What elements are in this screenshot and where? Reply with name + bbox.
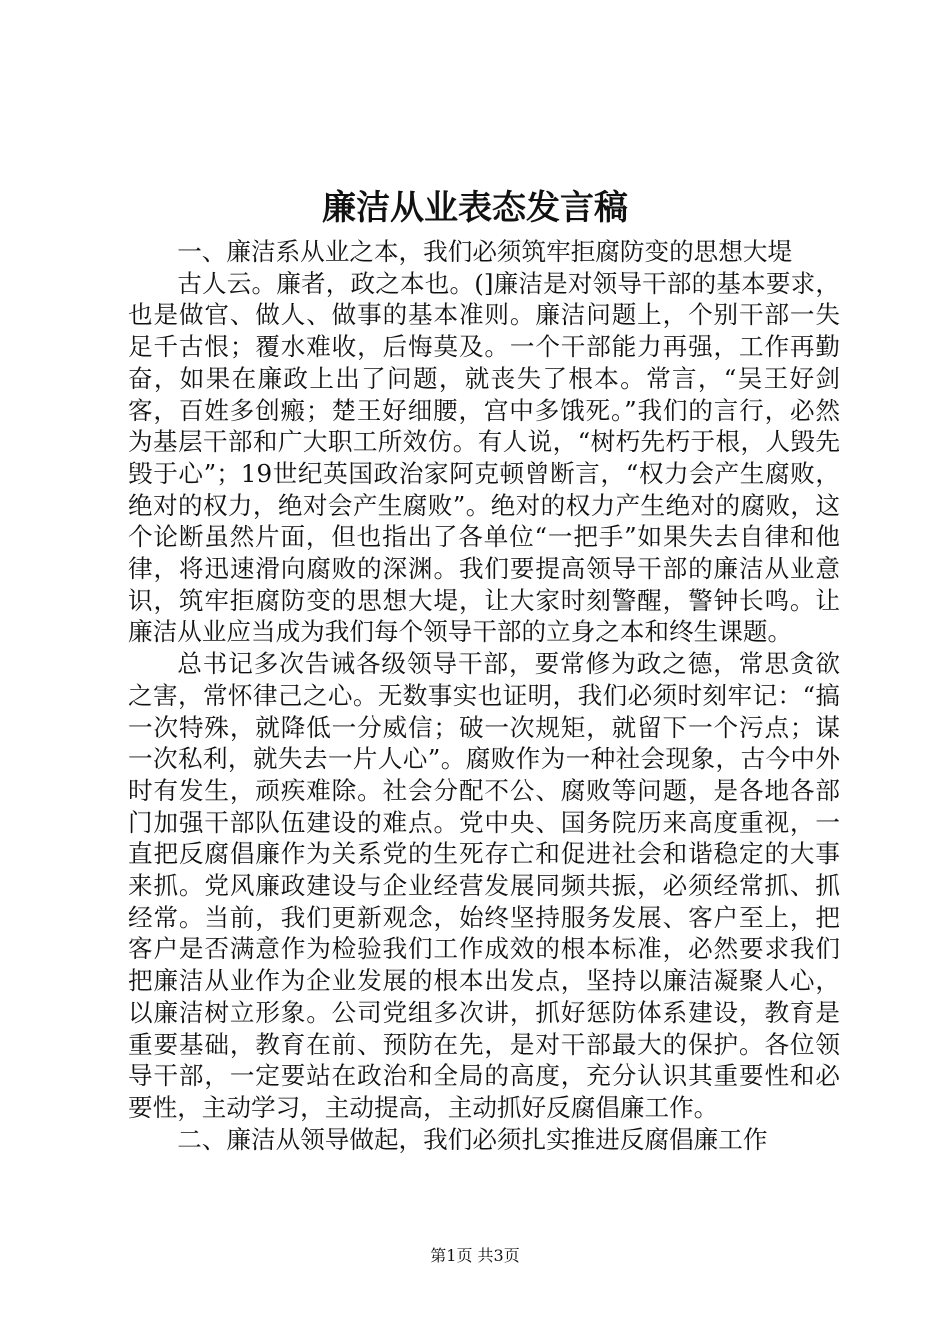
- document-body: [128, 236, 840, 1155]
- section-heading-2: 二、廉洁从领导做起，我们必须扎实推进反腐倡廉工作: [177, 1124, 768, 1154]
- paragraph-2: 总书记多次告诫各级领导干部，要常修为政之德，常思贪欲之害，常怀律己之心。无数事实也证明，我们必须时刻牢记：“搞一次特殊，就降低一分威信；破一次规矩，就留下一个污点；谋一次私利，就失去一片人心”。腐败作为一种社会现象，古今中外时有发生，顽疾难除。社会分配不公、腐败等问题，是各地各部门加强干部队伍建设的难点。党中央、国务院历来高度重视，一直把反腐倡廉作为关系党的生死存亡和促进社会和谐稳定的大事来抓。党风廉政建设与企业经营发展同频共振，必须经常抓、抓经常。当前，我们更新观念，始终坚持服务发展、客户至上，把客户是否满意作为检验我们工作成效的根本标准，必然要求我们把廉洁从业作为企业发展的根本出发点，坚持以廉洁凝聚人心，以廉洁树立形象。公司党组多次讲，抓好惩防体系建设，教育是重要基础，教育在前、预防在先，是对干部最大的保护。各位领导干部，一定要站在政治和全局的高度，充分认识其重要性和必要性，主动学习，主动提高，主动抓好反腐倡廉工作。: [128, 649, 840, 1122]
- section-heading-1: 一、廉洁系从业之本，我们必须筑牢拒腐防变的思想大堤: [177, 237, 793, 266]
- paragraph-1: 古人云。廉者，政之本也。(]廉洁是对领导干部的基本要求，也是做官、做人、做事的基本准则。廉洁问题上，个别干部一失足千古恨；覆水难收，后悔莫及。一个干部能力再强，工作再勤奋，如果在廉政上出了问题，就丧失了根本。常言，“吴王好剑客，百姓多创瘢；楚王好细腰，宫中多饿死。”我们的言行，必然为基层干部和广大职工所效仿。有人说，“树朽先朽于根，人毁先毁于心”；19世纪英国政治家阿克顿曾断言，“权力会产生腐败，绝对的权力，绝对会产生腐败”。绝对的权力产生绝对的腐败，这个论断虽然片面，但也指出了各单位“一把手”如果失去自律和他律，将迅速滑向腐败的深渊。我们要提高领导干部的廉洁从业意识，筑牢拒腐防变的思想大堤，让大家时刻警醒，警钟长鸣。让廉洁从业应当成为我们每个领导干部的立身之本和终生课题。: [128, 268, 840, 647]
- page-number-footer: 第1页 共3页: [430, 1246, 520, 1265]
- document-title: 廉洁从业表态发言稿: [322, 188, 628, 228]
